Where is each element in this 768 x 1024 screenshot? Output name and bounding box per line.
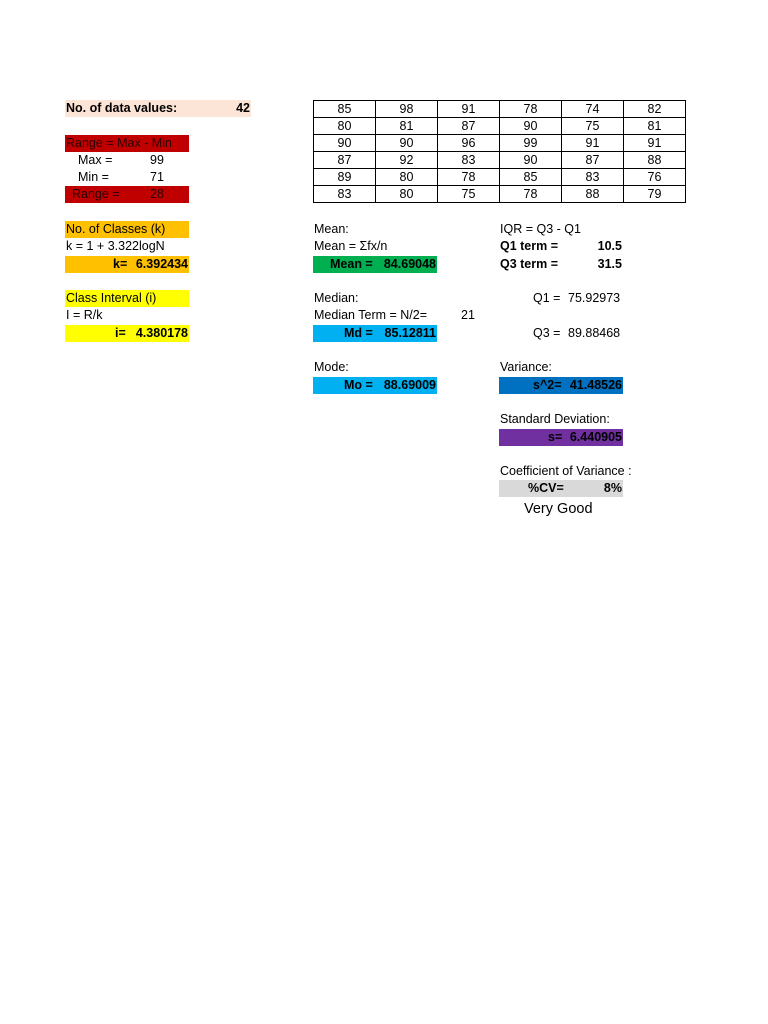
q3-label: Q3 = — [533, 326, 561, 340]
table-cell[interactable]: 79 — [624, 186, 686, 203]
range-formula: Range = Max - Min — [66, 136, 172, 150]
table-cell[interactable]: 87 — [562, 152, 624, 169]
variance-title: Variance: — [500, 360, 552, 374]
classes-title: No. of Classes (k) — [66, 222, 166, 236]
table-cell[interactable]: 75 — [438, 186, 500, 203]
table-cell[interactable]: 88 — [624, 152, 686, 169]
classes-formula: k = 1 + 3.322logN — [66, 239, 165, 253]
q1-label: Q1 = — [533, 291, 561, 305]
s-label: s= — [548, 430, 563, 444]
cv-value: 8% — [603, 481, 622, 495]
range-value: 28 — [150, 187, 164, 201]
table-cell[interactable]: 87 — [438, 118, 500, 135]
min-value: 71 — [150, 170, 164, 184]
table-cell[interactable]: 80 — [376, 169, 438, 186]
s-value: 6.440905 — [569, 430, 622, 444]
table-cell[interactable]: 75 — [562, 118, 624, 135]
table-cell[interactable]: 78 — [500, 186, 562, 203]
table-cell[interactable]: 81 — [376, 118, 438, 135]
table-cell[interactable]: 85 — [500, 169, 562, 186]
table-cell[interactable]: 83 — [438, 152, 500, 169]
table-cell[interactable]: 91 — [624, 135, 686, 152]
table-cell[interactable]: 87 — [314, 152, 376, 169]
k-label: k= — [113, 257, 128, 271]
i-label: i= — [115, 326, 126, 340]
table-cell[interactable]: 82 — [624, 101, 686, 118]
interval-formula: I = R/k — [66, 308, 103, 322]
max-label: Max = — [78, 153, 113, 167]
interval-title: Class Interval (i) — [66, 291, 157, 305]
q3-term-value: 31.5 — [597, 257, 622, 271]
q1-value: 75.92973 — [568, 291, 621, 305]
table-cell[interactable]: 90 — [500, 118, 562, 135]
mean-value: 84.69048 — [383, 257, 436, 271]
table-cell[interactable]: 81 — [624, 118, 686, 135]
table-cell[interactable]: 91 — [562, 135, 624, 152]
table-cell[interactable]: 83 — [314, 186, 376, 203]
table-row — [314, 186, 686, 203]
table-cell[interactable]: 80 — [376, 186, 438, 203]
range-label: Range = — [72, 187, 120, 201]
table-cell[interactable]: 99 — [500, 135, 562, 152]
k-value: 6.392434 — [135, 257, 188, 271]
i-value: 4.380178 — [135, 326, 188, 340]
table-cell[interactable]: 80 — [314, 118, 376, 135]
table-cell[interactable]: 90 — [314, 135, 376, 152]
md-value: 85.12811 — [384, 326, 436, 340]
mean-label: Mean = — [330, 257, 373, 271]
q1-term-value: 10.5 — [597, 239, 622, 253]
data-table — [313, 100, 686, 203]
table-row — [314, 169, 686, 186]
table-row — [314, 135, 686, 152]
table-cell[interactable]: 98 — [376, 101, 438, 118]
table-cell[interactable]: 83 — [562, 169, 624, 186]
cv-label: %CV= — [528, 481, 564, 495]
mo-value: 88.69009 — [383, 378, 436, 392]
cv-rating: Very Good — [524, 501, 593, 517]
mo-label: Mo = — [344, 378, 373, 392]
mean-title: Mean: — [314, 222, 349, 236]
cv-title: Coefficient of Variance : — [500, 464, 632, 478]
table-cell[interactable]: 76 — [624, 169, 686, 186]
median-title: Median: — [314, 291, 359, 305]
table-cell[interactable]: 74 — [562, 101, 624, 118]
table-cell[interactable]: 88 — [562, 186, 624, 203]
table-row — [314, 118, 686, 135]
table-cell[interactable]: 92 — [376, 152, 438, 169]
table-cell[interactable]: 91 — [438, 101, 500, 118]
table-cell[interactable]: 96 — [438, 135, 500, 152]
q1-term-label: Q1 term = — [500, 239, 559, 253]
table-cell[interactable]: 90 — [500, 152, 562, 169]
n-value: 42 — [236, 101, 250, 115]
md-label: Md = — [344, 326, 373, 340]
table-row — [314, 101, 686, 118]
min-label: Min = — [78, 170, 109, 184]
table-cell[interactable]: 90 — [376, 135, 438, 152]
mean-formula: Mean = Σfx/n — [314, 239, 388, 253]
s2-label: s^2= — [533, 378, 562, 392]
table-row — [314, 152, 686, 169]
table-cell[interactable]: 85 — [314, 101, 376, 118]
sd-title: Standard Deviation: — [500, 412, 610, 426]
q3-term-label: Q3 term = — [500, 257, 559, 271]
median-term-value: 21 — [461, 308, 475, 322]
n-label: No. of data values: — [66, 101, 178, 115]
q3-value: 89.88468 — [568, 326, 621, 340]
s2-value: 41.48526 — [569, 378, 622, 392]
median-term-label: Median Term = N/2= — [314, 308, 428, 322]
table-cell[interactable]: 78 — [500, 101, 562, 118]
table-cell[interactable]: 78 — [438, 169, 500, 186]
iqr-formula: IQR = Q3 - Q1 — [500, 222, 581, 236]
max-value: 99 — [150, 153, 164, 167]
mode-title: Mode: — [314, 360, 349, 374]
table-cell[interactable]: 89 — [314, 169, 376, 186]
